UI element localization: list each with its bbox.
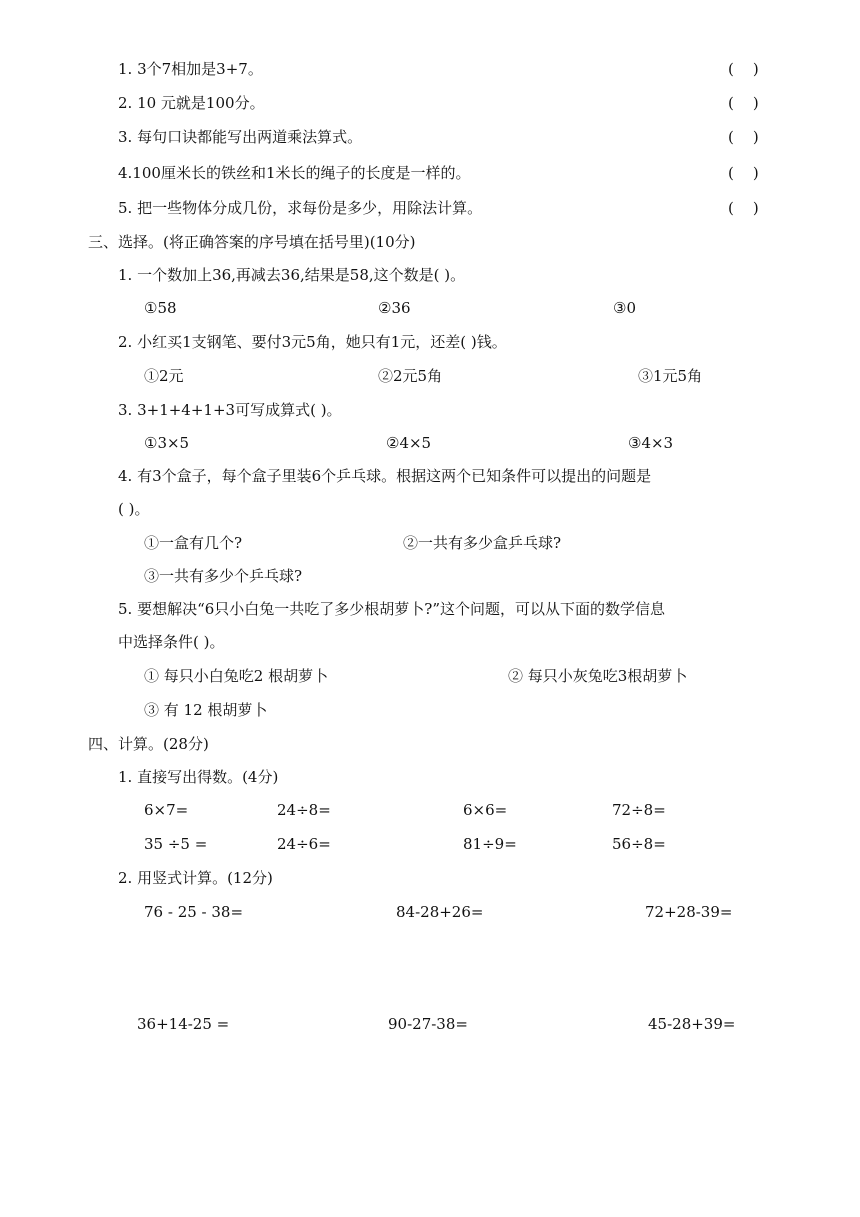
calc-sub2-title: 2. 用竖式计算。(12分) — [118, 869, 273, 887]
vertical-calc-item[interactable]: 76 - 25 - 38= — [144, 903, 244, 921]
oral-calc-item[interactable]: 6×7= — [144, 801, 189, 819]
choice-1-option-2[interactable]: ②36 — [378, 299, 411, 317]
choice-3-option-3[interactable]: ③4×3 — [628, 434, 674, 452]
choice-4-option-2[interactable]: ②一共有多少盒乒乓球? — [403, 534, 562, 552]
oral-calc-item[interactable]: 6×6= — [463, 801, 508, 819]
judge-answer-blank-5[interactable]: ( ) — [728, 199, 759, 217]
vertical-calc-item[interactable]: 90-27-38= — [388, 1015, 468, 1033]
choice-5-option-3[interactable]: ③ 有 12 根胡萝卜 — [144, 701, 268, 719]
choice-1-option-1[interactable]: ①58 — [144, 299, 177, 317]
choice-5-option-1[interactable]: ① 每只小白兔吃2 根胡萝卜 — [144, 667, 329, 685]
choice-question-2: 2. 小红买1支钢笔、要付3元5角，她只有1元，还差( )钱。 — [118, 333, 507, 351]
judge-item-5: 5. 把一些物体分成几份，求每份是多少，用除法计算。 — [118, 199, 483, 217]
choice-2-option-1[interactable]: ①2元 — [144, 367, 184, 385]
choice-question-4-line1: 4. 有3个盒子，每个盒子里装6个乒乓球。根据这两个已知条件可以提出的问题是 — [118, 467, 652, 485]
vertical-calc-item[interactable]: 45-28+39= — [648, 1015, 736, 1033]
section-heading-calc: 四、计算。(28分) — [88, 735, 209, 753]
oral-calc-item[interactable]: 35 ÷5 = — [144, 835, 208, 853]
choice-3-option-1[interactable]: ①3×5 — [144, 434, 190, 452]
choice-4-option-3[interactable]: ③一共有多少个乒乓球? — [144, 567, 303, 585]
calc-sub1-title: 1. 直接写出得数。(4分) — [118, 768, 279, 786]
choice-1-option-3[interactable]: ③0 — [613, 299, 636, 317]
choice-2-option-3[interactable]: ③1元5角 — [638, 367, 703, 385]
judge-item-1: 1. 3个7相加是3+7。 — [118, 60, 263, 78]
choice-4-option-1[interactable]: ①一盒有几个? — [144, 534, 243, 552]
judge-answer-blank-1[interactable]: ( ) — [728, 60, 759, 78]
oral-calc-item[interactable]: 24÷8= — [277, 801, 331, 819]
choice-question-3: 3. 3+1+4+1+3可写成算式( )。 — [118, 401, 342, 419]
judge-item-3: 3. 每句口诀都能写出两道乘法算式。 — [118, 128, 363, 146]
oral-calc-item[interactable]: 24÷6= — [277, 835, 331, 853]
choice-3-option-2[interactable]: ②4×5 — [386, 434, 432, 452]
judge-answer-blank-2[interactable]: ( ) — [728, 94, 759, 112]
vertical-calc-item[interactable]: 84-28+26= — [396, 903, 484, 921]
choice-question-5-line2: 中选择条件( )。 — [118, 633, 225, 651]
choice-question-5-line1: 5. 要想解决“6只小白兔一共吃了多少根胡萝卜?”这个问题，可以从下面的数学信息 — [118, 600, 666, 618]
judge-answer-blank-3[interactable]: ( ) — [728, 128, 759, 146]
oral-calc-item[interactable]: 81÷9= — [463, 835, 517, 853]
choice-question-4-line2: ( )。 — [118, 500, 150, 518]
choice-question-1: 1. 一个数加上36,再减去36,结果是58,这个数是( )。 — [118, 266, 466, 284]
choice-2-option-2[interactable]: ②2元5角 — [378, 367, 443, 385]
judge-item-2: 2. 10 元就是100分。 — [118, 94, 265, 112]
oral-calc-item[interactable]: 72÷8= — [612, 801, 666, 819]
section-heading-choice: 三、选择。(将正确答案的序号填在括号里)(10分) — [88, 233, 416, 251]
judge-answer-blank-4[interactable]: ( ) — [728, 164, 759, 182]
vertical-calc-item[interactable]: 36+14-25 = — [137, 1015, 230, 1033]
vertical-calc-item[interactable]: 72+28-39= — [645, 903, 733, 921]
choice-5-option-2[interactable]: ② 每只小灰兔吃3根胡萝卜 — [508, 667, 688, 685]
judge-item-4: 4.100厘米长的铁丝和1米长的绳子的长度是一样的。 — [118, 164, 471, 182]
oral-calc-item[interactable]: 56÷8= — [612, 835, 666, 853]
